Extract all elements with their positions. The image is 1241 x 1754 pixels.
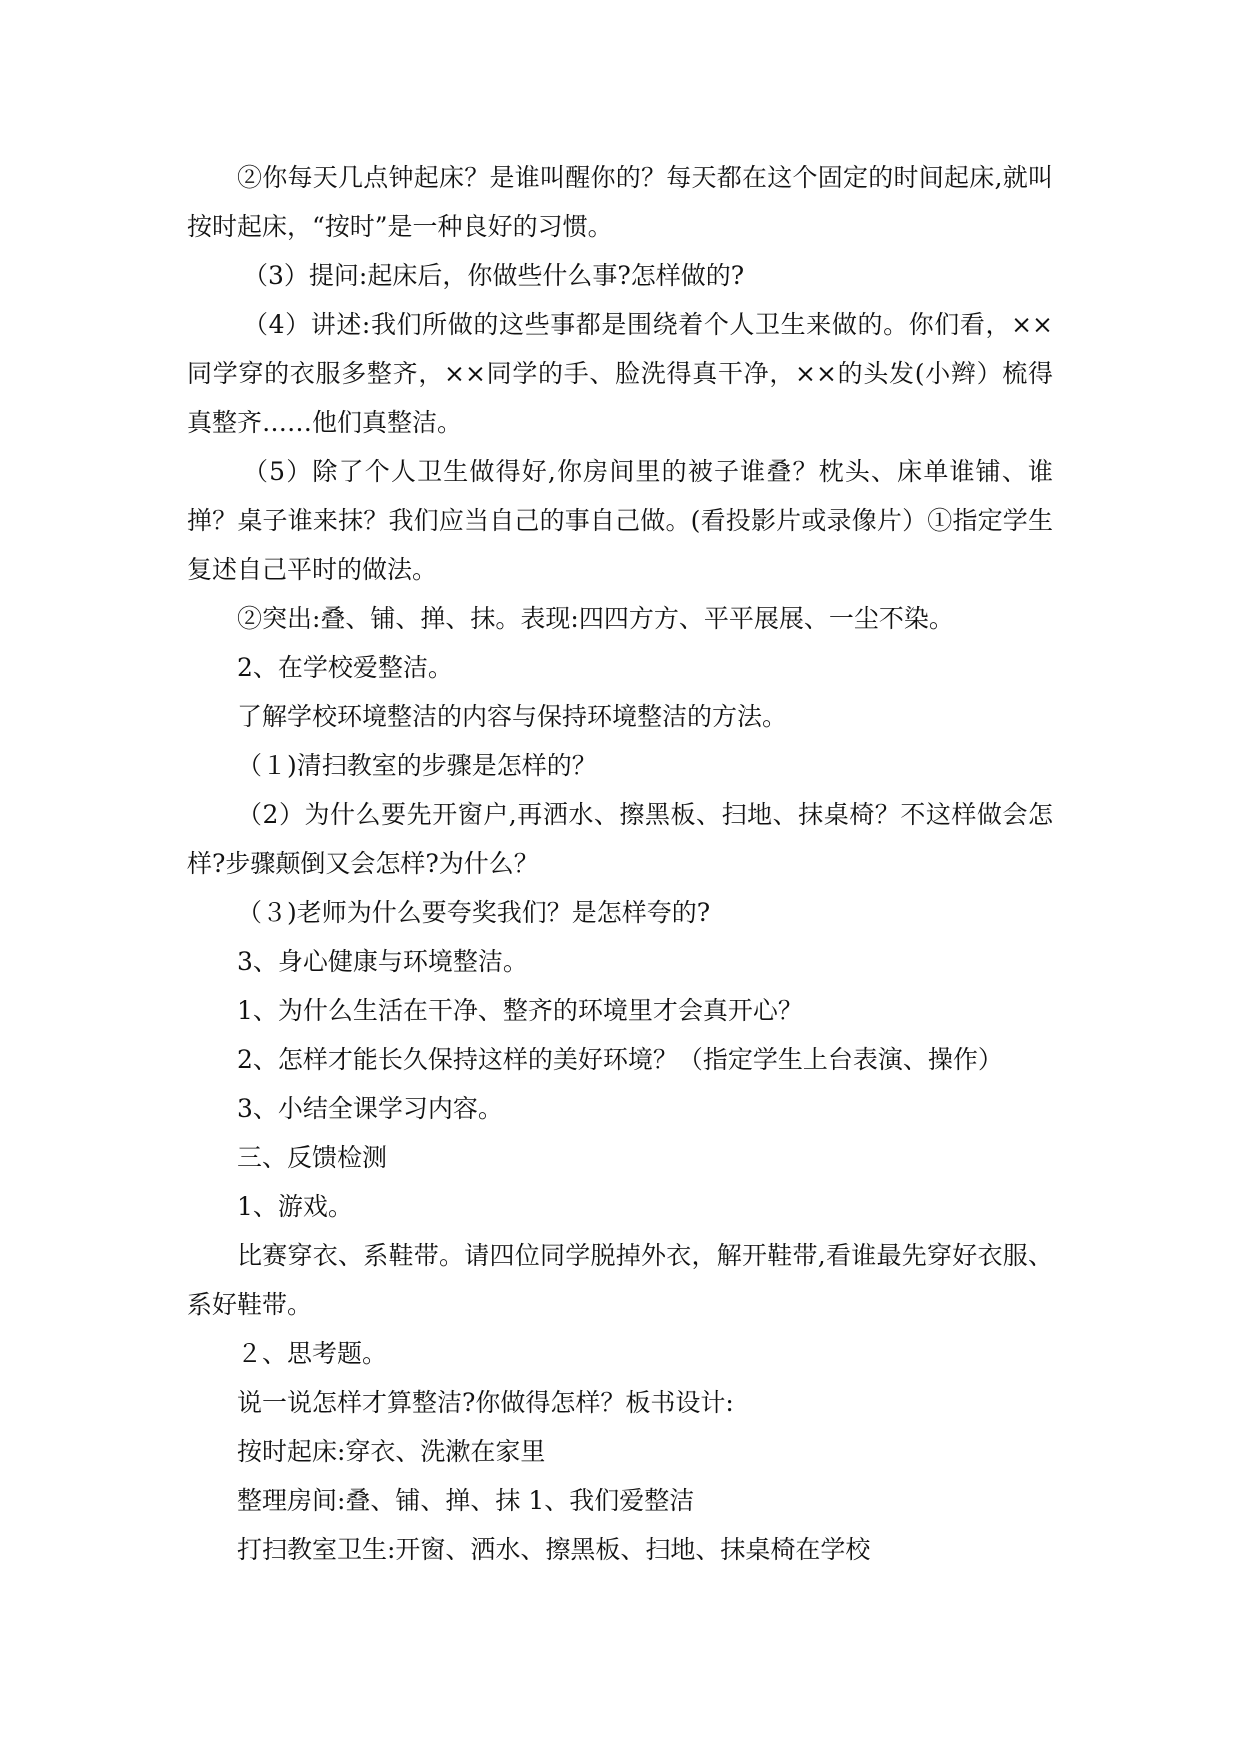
paragraph-teacher-praise: （３)老师为什么要夸奖我们？是怎样夸的? <box>237 898 711 927</box>
paragraph-highlight-actions: ②突出:叠、铺、掸、抹。表现:四四方方、平平展展、一尘不染。 <box>237 604 954 633</box>
section-heading-health: 3、身心健康与环境整洁。 <box>237 947 528 976</box>
paragraph-board-design-intro: 说一说怎样才算整洁?你做得怎样？板书设计: <box>237 1388 734 1417</box>
paragraph-question-after-waking: （3）提问:起床后，你做些什么事?怎样做的? <box>243 261 745 290</box>
paragraph-school-environment: 了解学校环境整洁的内容与保持环境整洁的方法。 <box>237 702 788 731</box>
paragraph-room-chores: （5）除了个人卫生做得好,你房间里的被子谁叠？枕头、床单谁铺、谁掸？桌子谁来抹？我们应当自己的事自己做。(看投影片或录像片）①指定学生复述自己平时的做法。 <box>187 457 1053 584</box>
paragraph-narration-hygiene: （4）讲述:我们所做的这些事都是围绕着个人卫生来做的。你们看，××同学穿的衣服多整齐，××同学的手、脸洗得真干净，××的头发(小辫）梳得真整齐……他们真整洁。 <box>187 310 1053 437</box>
document-body <box>187 153 1053 1574</box>
list-item-clean-environment: 1、为什么生活在干净、整齐的环境里才会真开心？ <box>237 996 803 1025</box>
paragraph-wake-up-time: ②你每天几点钟起床？是谁叫醒你的？每天都在这个固定的时间起床,就叫按时起床，“按时”是一种良好的习惯。 <box>187 163 1053 241</box>
board-line-clean-classroom: 打扫教室卫生:开窗、洒水、擦黑板、扫地、抹桌椅在学校 <box>237 1535 871 1564</box>
section-heading-school: 2、在学校爱整洁。 <box>237 653 453 682</box>
paragraph-cleaning-steps: （１)清扫教室的步骤是怎样的？ <box>237 751 597 780</box>
list-item-game: 1、游戏。 <box>237 1192 353 1221</box>
board-line-tidy-room: 整理房间:叠、铺、掸、抹 1、我们爱整洁 <box>237 1486 695 1515</box>
section-heading-feedback: 三、反馈检测 <box>237 1143 388 1172</box>
paragraph-window-order: （2）为什么要先开窗户,再洒水、擦黑板、扫地、抹桌椅？不这样做会怎样?步骤颠倒又会怎样?为什么？ <box>187 800 1053 878</box>
list-item-summary: 3、小结全课学习内容。 <box>237 1094 503 1123</box>
board-line-wake-up: 按时起床:穿衣、洗漱在家里 <box>237 1437 546 1466</box>
list-item-thinking-question: ２、思考题。 <box>237 1339 388 1368</box>
list-item-keep-environment: 2、怎样才能长久保持这样的美好环境？（指定学生上台表演、操作） <box>237 1045 1003 1074</box>
paragraph-game-description: 比赛穿衣、系鞋带。请四位同学脱掉外衣，解开鞋带,看谁最先穿好衣服、系好鞋带。 <box>187 1241 1053 1319</box>
